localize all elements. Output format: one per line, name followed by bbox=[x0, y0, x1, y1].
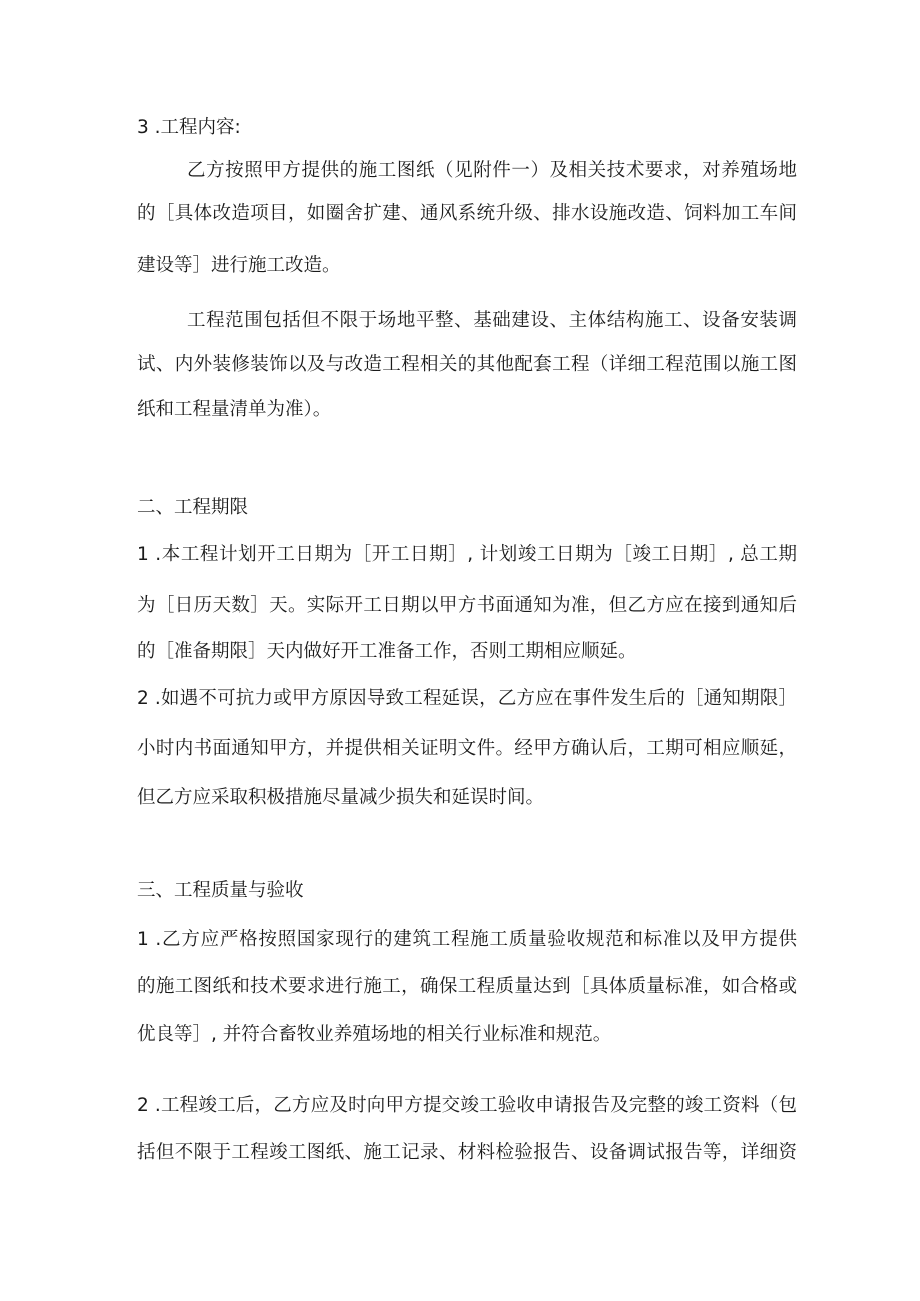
section-heading-work-content: 3 .工程内容: bbox=[137, 117, 241, 138]
clause-line: 的［准备期限］天内做好开工准备工作，否则工期相应顺延。 bbox=[137, 641, 637, 662]
clause-line: 为［日历天数］天。实际开工日期以甲方书面通知为准，但乙方应在接到通知后 bbox=[137, 595, 797, 616]
paragraph-line: 建设等］进行施工改造。 bbox=[137, 255, 341, 276]
paragraph-line: 工程范围包括但不限于场地平整、基础建设、主体结构施工、设备安装调 bbox=[187, 310, 797, 331]
clause-line: 小时内书面通知甲方，并提供相关证明文件。经甲方确认后，工期可相应顺延， bbox=[137, 738, 797, 759]
section-heading-construction-period: 二、工程期限 bbox=[137, 497, 249, 518]
paragraph-line: 的［具体改造项目，如圈舍扩建、通风系统升级、排水设施改造、饲料加工车间 bbox=[137, 203, 797, 224]
paragraph-line: 纸和工程量清单为准）。 bbox=[137, 399, 332, 420]
paragraph-line: 乙方按照甲方提供的施工图纸（见附件一）及相关技术要求，对养殖场地 bbox=[187, 160, 797, 181]
section-heading-quality-acceptance: 三、工程质量与验收 bbox=[137, 880, 304, 901]
clause-line: 优良等］, 并符合畜牧业养殖场地的相关行业标准和规范。 bbox=[137, 1024, 612, 1045]
clause-line: 1 .本工程计划开工日期为［开工日期］, 计划竣工日期为［竣工日期］, 总工期 bbox=[137, 544, 797, 565]
clause-line: 但乙方应采取积极措施尽量减少损失和延误时间。 bbox=[137, 787, 545, 808]
clause-line: 2 .工程竣工后，乙方应及时向甲方提交竣工验收申请报告及完整的竣工资料（包 bbox=[137, 1095, 797, 1116]
clause-line: 1 .乙方应严格按照国家现行的建筑工程施工质量验收规范和标准以及甲方提供 bbox=[137, 929, 797, 950]
paragraph-line: 试、内外装修装饰以及与改造工程相关的其他配套工程（详细工程范围以施工图 bbox=[137, 354, 797, 375]
clause-line: 2 .如遇不可抗力或甲方原因导致工程延误，乙方应在事件发生后的［通知期限］ bbox=[137, 688, 797, 709]
clause-line: 的施工图纸和技术要求进行施工，确保工程质量达到［具体质量标准，如合格或 bbox=[137, 976, 797, 997]
clause-line: 括但不限于工程竣工图纸、施工记录、材料检验报告、设备调试报告等，详细资 bbox=[137, 1142, 797, 1163]
